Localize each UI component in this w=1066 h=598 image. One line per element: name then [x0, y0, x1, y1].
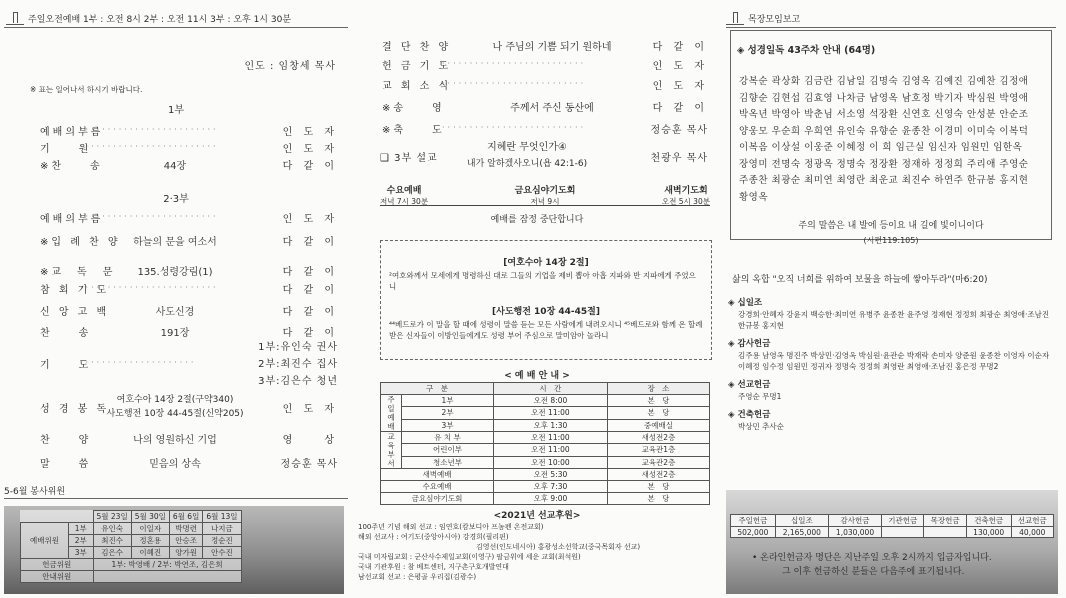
- online-offering-notice: • 온라인헌금자 명단은 지난주일 오후 2시까지 입금자입니다.: [752, 553, 992, 563]
- mission-offering-title: ◈ 선교헌금: [728, 380, 771, 390]
- cell-report-column: [722, 0, 1066, 598]
- church-icon: [6, 12, 24, 25]
- church-icon: [726, 12, 744, 25]
- verse2-text: ⁴⁴베드로가 이 말을 할 때에 성령이 말씀 듣는 모든 사람에게 내려오시니 ⁴⁵베드로와 함께 온 할례 받은 신자들이 이방인들에게도 성령 부어 주심으로 말미암아 놀라니: [389, 320, 703, 340]
- verse2-title: [사도행전 10장 44-45절]: [492, 307, 600, 317]
- part23-item: 참 회 기 도 ························· 다 같 이: [40, 283, 338, 296]
- tithe-title: ◈ 십일조: [728, 298, 763, 308]
- worship-leader: 인도 : 임창세 목사: [244, 61, 336, 72]
- mission-item: 해외 선교사 : 여기도(중앙아시아) 강경희(필리핀): [358, 533, 509, 541]
- scripture-reading-row: 성 경 봉 독 여호수아 14장 2절(구약340) 사도행전 10장 44-45절(신약205) 인 도 자: [40, 395, 338, 419]
- part23-item: ※교 독 문 135.성령강림(1) 다 같 이: [40, 267, 338, 278]
- order-item: 결 단 찬 양 나 주님의 기쁨 되기 원하네 다 같 이: [382, 42, 708, 53]
- prayer-row: 기 도 ·····················: [40, 358, 197, 371]
- third-service-sermon: ❑ 3부 설교 지혜란 무엇인가④ 내가 알하겠사오니(욥 42:1-6) 천광우 목사: [380, 142, 708, 169]
- weekday-services: [380, 183, 710, 206]
- offering-title: 삶의 옥합 "오직 너희를 위하여 보물을 하늘에 쌓아두라"(마6:20): [732, 275, 988, 285]
- order-item: 교 회 소 식 ·························· 인 도 자: [382, 79, 708, 92]
- duty-table: 5월 23일 5월 30일 6월 6일 6월 13일 예배위원 1부 유인숙 이일자 박명련 나지금 2부 최진수 정혼용 안승조 정순진 3부 김은수 이혜진 양가원 안수진 헌금위원 1부: 박영배 / 2부: 박연조, 김은희 안내위원: [20, 510, 242, 583]
- divider: [726, 27, 1056, 28]
- weekday-service: 수요예배 저녁 7시 30분: [380, 186, 429, 206]
- verse1-text: ²여호와께서 모세에게 명령하신 대로 그들의 기업을 제비 뽑아 아홉 지파와 반 지파에게 주었으니: [389, 271, 696, 291]
- order-item: 헌 금 기 도 ·························· 인 도 자: [382, 59, 708, 72]
- duty-title: 5-6월 봉사위원: [4, 487, 66, 497]
- worship-guide-table: 구 분 시 간 장 소 주일예배 1부 오전 8:00 본 당 2부 오전 11:00 본 당 3부 오후 1:30 중예배실 교육부서 유 치 부 오전 11:00 새성전2층 어린이부 오전 11:00 교육관1층 청소년부 오전 10:00 교육관2층 새벽예배 오전 5:30 새성전2층 수요예배 오후 7:30 본 당 금요심야기도회 오후 9:00 본 당: [380, 382, 710, 505]
- mission-item: 김영선(인도네시아) 홍광성소선학교(중국목회자 선교): [476, 543, 641, 551]
- worship-times-header: 주일오전예배 1부 : 오전 8시 2부 : 오전 11시 3부 : 오후 1시 30분: [6, 12, 291, 25]
- order-item: ※송 영 주께서 주신 동산에 다 같 이: [382, 103, 708, 114]
- sermon-row: 말 씀 믿음의 상속 정승훈 목사: [40, 459, 338, 470]
- offering-summary-table: 주일헌금 십일조 감사헌금 기관헌금 목장헌금 건축헌금 선교헌금 502,000 2,165,000 1,030,000 130,000 40,000: [730, 514, 1054, 538]
- part1-item: 기 원 ························· 인 도 자: [40, 142, 338, 155]
- theme-verse: 주의 말씀은 내 발에 등이요 내 길에 빛이니이다: [798, 221, 984, 231]
- cell-report-header: 목장모임보고: [726, 12, 800, 25]
- prayer-list: 1부:유인숙 권사 2부:최진수 집사 3부:김은수 청년: [258, 342, 338, 387]
- mission-item: 100주년 기념 해외 선교 : 임연호(캄보디아 프놈펜 온전교회): [358, 523, 544, 531]
- part1-title: 1부: [167, 105, 185, 116]
- tithe-names: 강경희·안혜자 강윤지 백승한·최미연 유병주 윤종찬 윤주영 정재현 정정희 최광순 최영애·조남진 한규봉 홍지현: [738, 310, 1050, 330]
- weekday-service: 금요심야기도회 저녁 9시: [514, 186, 576, 206]
- thanks-names: 김주용 남영옥 명진주 박상민·김영옥 박심원·윤관순 박재락 손미자 양준원 윤종찬 이영자 이순자 이혜정 임수정 임원민 정귀자 정명숙 정정희 최영란 최영애·조남진 홍은정 무명2: [738, 351, 1050, 371]
- offering-list: [728, 292, 1058, 432]
- part23-item: 찬 송 191장 다 같 이: [40, 328, 338, 339]
- mission-list: [358, 522, 658, 582]
- order-of-worship-column: [0, 0, 352, 598]
- worship-guide-title: < 예 배 안 내 >: [504, 371, 570, 381]
- part23-item: 신 앙 고 백 사도신경 다 같 이: [40, 307, 338, 318]
- weekday-service: 새벽기도회 오전 5시 30분: [661, 186, 710, 206]
- mission-offering-names: 주영순 무명1: [738, 392, 782, 401]
- part1-item: 예배의부름 ························· 인 도 자: [40, 125, 338, 138]
- part1-item: ※찬 송 44장 다 같 이: [40, 161, 338, 172]
- thanks-title: ◈ 감사헌금: [728, 339, 771, 349]
- suspension-notice: 예배를 잠정 중단합니다: [490, 215, 584, 225]
- part23-title: 2·3부: [163, 194, 189, 205]
- anthem-row: 찬 양 나의 영원하신 기업 영 상: [40, 435, 338, 446]
- building-title: ◈ 건축헌금: [728, 410, 771, 420]
- mission-title: <2021년 선교후원>: [493, 511, 581, 521]
- building-names: 박상민 추사순: [738, 422, 784, 431]
- mission-item: 남선교회 선교 : 은평골 우리집(김광수): [358, 573, 477, 581]
- mission-item: 국내 기관후원 : 참 베트센터, 지구촌구호개발연대: [358, 563, 509, 571]
- scripture-box: [380, 240, 712, 360]
- worship-info-column: [352, 0, 722, 598]
- verse1-title: [여호수아 14장 2절]: [503, 258, 589, 268]
- bible-reading-box: [730, 30, 1052, 245]
- online-offering-notice-2: 그 이후 헌금하신 분들은 다음주에 표기됩니다.: [782, 567, 965, 577]
- theme-verse-ref: (시편119:105): [863, 236, 919, 245]
- bible-reading-title: ◈ 성경일독 43주차 안내 (64명): [737, 45, 876, 56]
- part23-item: ※입 례 찬 양 하늘의 문을 여소서 다 같 이: [40, 237, 338, 248]
- mountain-photo: [726, 490, 1058, 594]
- standing-note: ※ 표는 일어나서 하시기 바랍니다.: [30, 85, 143, 94]
- divider: [4, 27, 348, 28]
- divider: [4, 498, 348, 499]
- order-item: ※축 도 ·························· 정승훈 목사: [382, 123, 708, 136]
- bible-reading-names: 강복순 곽상화 김금란 김남일 김명숙 김영옥 김예진 김예찬 김정애 김향순 김현섭 김효영 나차금 남영옥 남호정 박기자 박심원 박영애 박옥년 박영아 박춘님 서소영 석장환 신연호 신영숙 안성분 안순조 양웅모 우순희 우희연 유인숙 유향순 윤종찬 이경미 이미숙 이복덕 이복음 이상설 이웅준 이혜정 이 희 임근실 임신자 임원민 임한옥 장영미 전명숙 정광옥 정명숙 정장환 정재하 정정희 주리애 주영순 주종찬 최광순 최미연 최영란 최운교 최진수 하연주 한규봉 홍지현 황영옥: [739, 76, 1029, 203]
- mission-item: 국내 미자립교회 : 군산사수제일교회(이영구) 팔금위에 세운 교회(최석원): [358, 553, 581, 561]
- part23-item: 예배의부름 ························· 인 도 자: [40, 212, 338, 225]
